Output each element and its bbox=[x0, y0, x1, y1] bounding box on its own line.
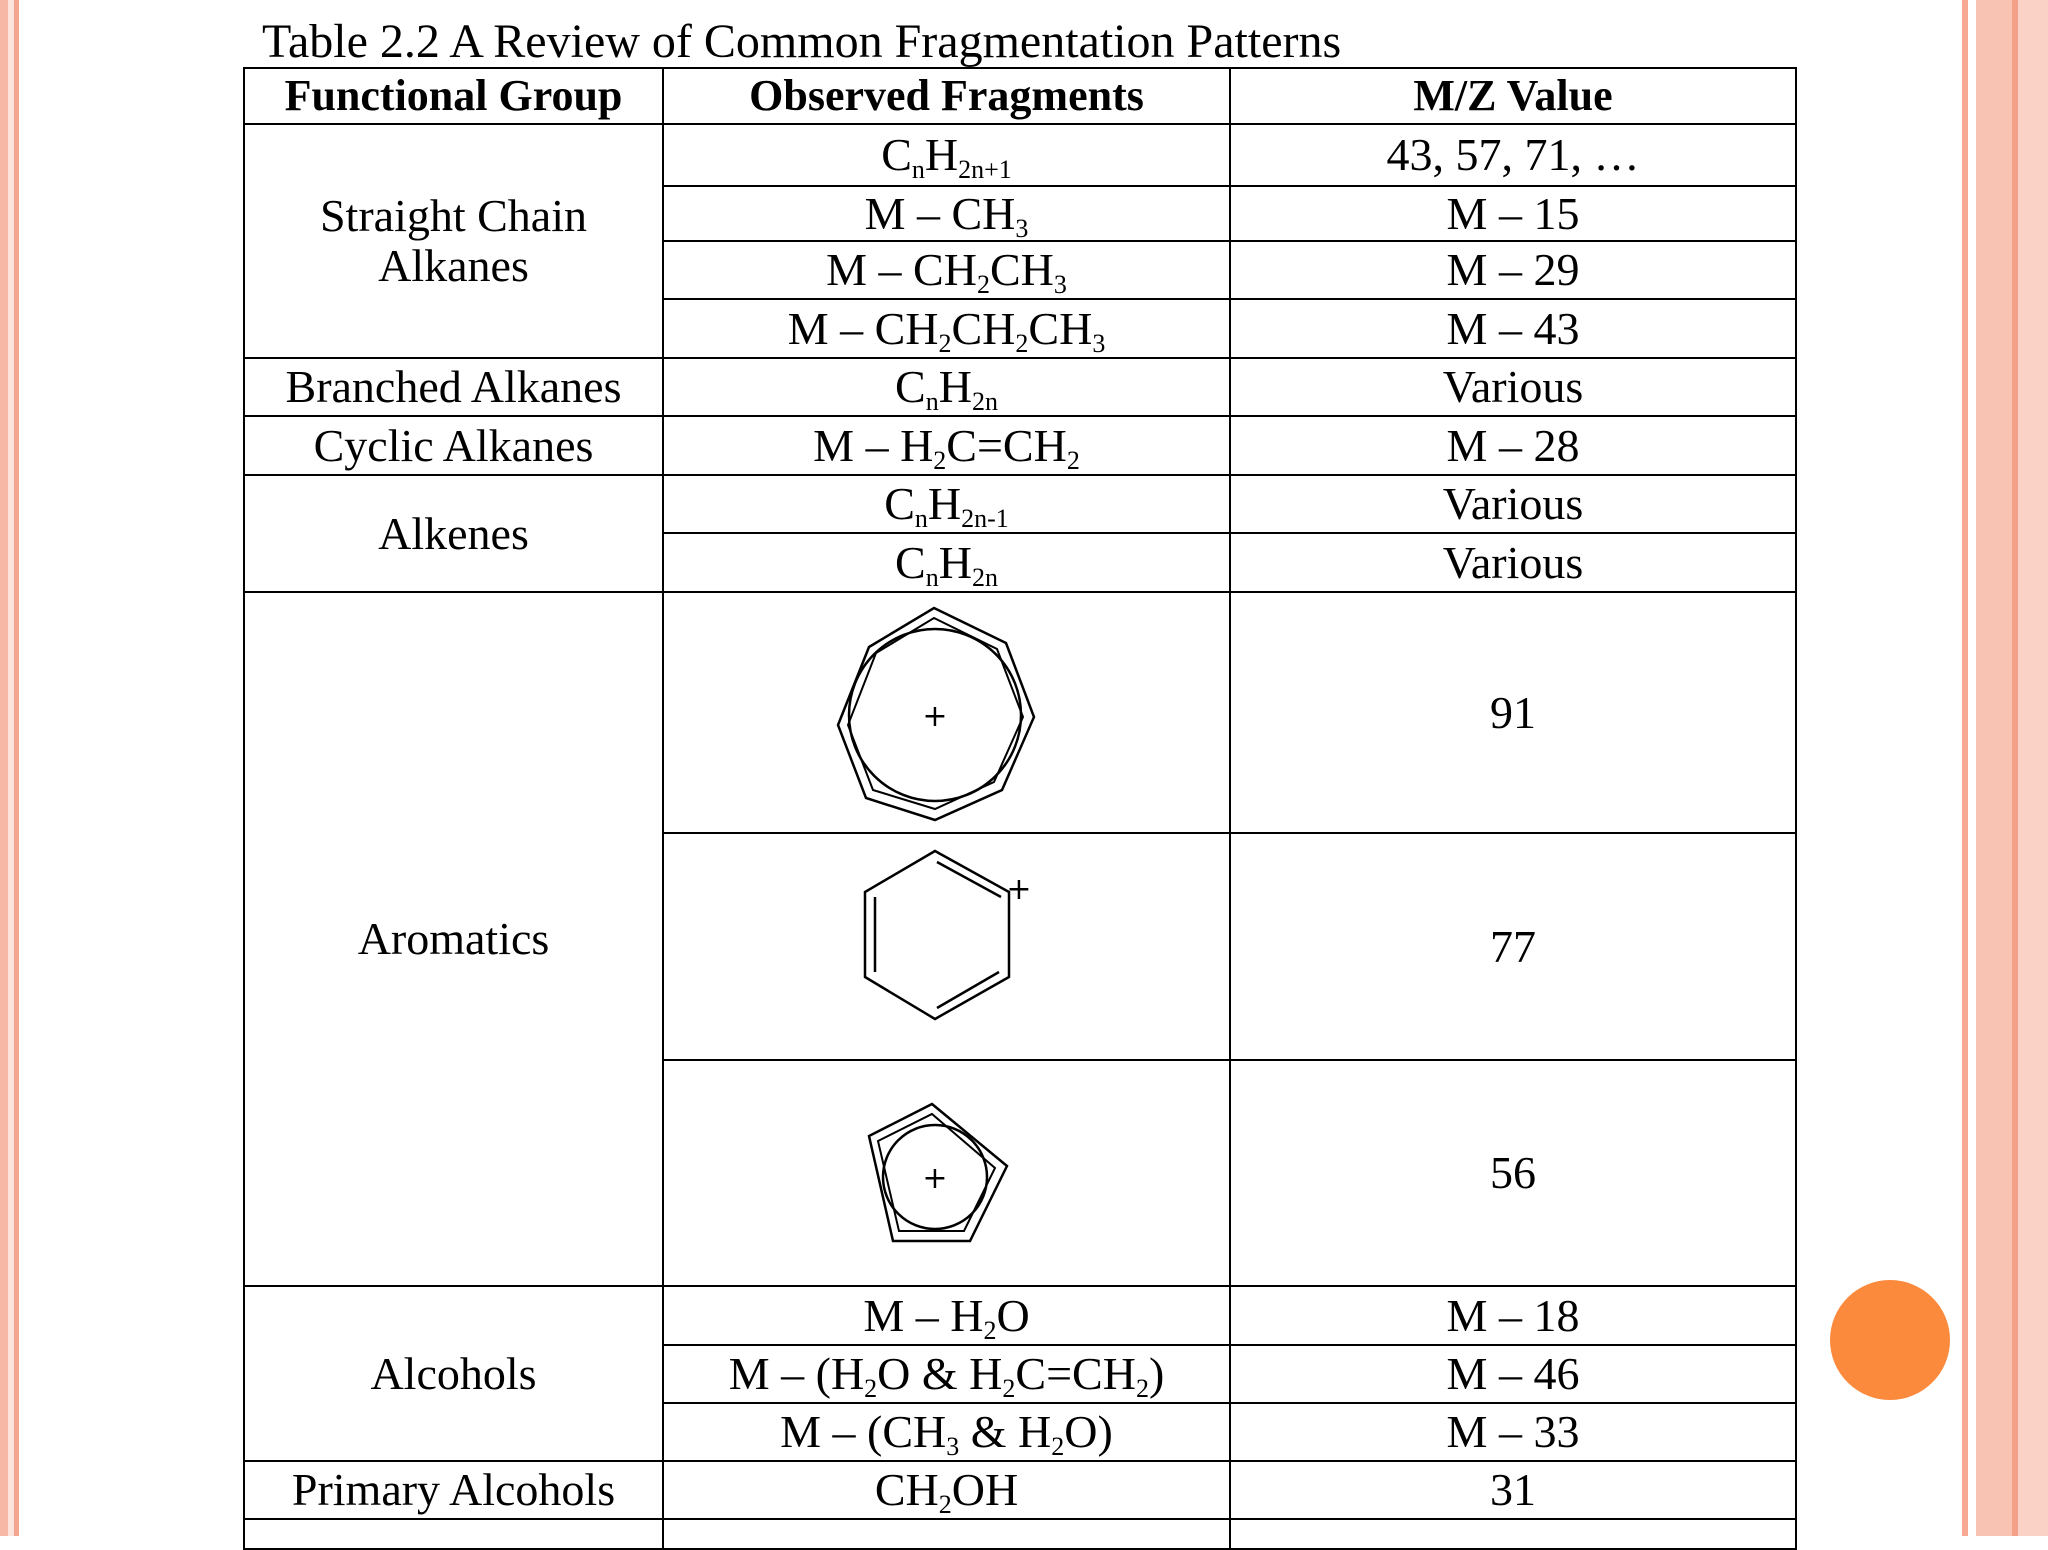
table-row bbox=[244, 416, 1796, 475]
mz-cell: M – 18 bbox=[1230, 1286, 1796, 1345]
fragment-cell: M – $CH_3$ bbox=[663, 186, 1230, 241]
mz-cell: 91 bbox=[1230, 592, 1796, 833]
fragment-cell: $C_nH_{2n+1}$ bbox=[663, 124, 1230, 186]
fragmentation-table bbox=[243, 67, 1797, 1550]
tropylium-ion-icon bbox=[827, 595, 1067, 830]
svg-text:+: + bbox=[921, 699, 948, 734]
fragment-cell: $C_nH_{2n}$ bbox=[663, 533, 1230, 592]
fragment-cell bbox=[663, 592, 1230, 833]
group-alkenes: Alkenes bbox=[244, 475, 663, 592]
mz-cell: Various bbox=[1230, 475, 1796, 533]
fragment-cell: M – $CH_2CH_2CH_3$ bbox=[663, 299, 1230, 358]
mz-cell: M – 46 bbox=[1230, 1345, 1796, 1403]
fragment-cell: M – ($H_2O$ & $H_2C=CH_2$) bbox=[663, 1345, 1230, 1403]
fragment-cell: M – ($CH_3$ & $H_2O$) bbox=[663, 1403, 1230, 1461]
orange-circle-decoration bbox=[1830, 1280, 1950, 1400]
svg-text:+: + bbox=[921, 1160, 948, 1196]
mz-cell: 56 bbox=[1230, 1060, 1796, 1286]
mz-cell: M – 43 bbox=[1230, 299, 1796, 358]
mz-cell: 31 bbox=[1230, 1461, 1796, 1519]
header-functional-group: Functional Group bbox=[244, 68, 663, 124]
table-row-cutoff bbox=[244, 1519, 1796, 1549]
slide-right-border bbox=[1956, 0, 2048, 1536]
cyclopentadienyl-cation-icon bbox=[827, 1066, 1067, 1281]
group-branched-alkanes: Branched Alkanes bbox=[244, 358, 663, 416]
group-alcohols: Alcohols bbox=[244, 1286, 663, 1461]
fragment-cell: $M - H_2C=CH_2$ bbox=[663, 416, 1230, 475]
mz-cell: M – 15 bbox=[1230, 186, 1796, 241]
table-header-row bbox=[244, 68, 1796, 124]
table-row bbox=[244, 1461, 1796, 1519]
group-label-line: Alkanes bbox=[378, 240, 529, 291]
table-caption: Table 2.2 A Review of Common Fragmentation Patterns bbox=[262, 15, 1342, 68]
group-cyclic-alkanes: Cyclic Alkanes bbox=[244, 416, 663, 475]
group-aromatics: Aromatics bbox=[244, 592, 663, 1286]
fragment-cell: $C_nH_{2n}$ bbox=[663, 358, 1230, 416]
fragment-cell: $C_nH_{2n-1}$ bbox=[663, 475, 1230, 533]
fragment-cell bbox=[663, 833, 1230, 1060]
group-primary-alcohols: Primary Alcohols bbox=[244, 1461, 663, 1519]
mz-cell: M – 28 bbox=[1230, 416, 1796, 475]
table-row bbox=[244, 592, 1796, 833]
header-observed-fragments: Observed Fragments bbox=[663, 68, 1230, 124]
table-row bbox=[244, 124, 1796, 186]
mz-cell: M – 29 bbox=[1230, 241, 1796, 299]
mz-cell: 77 bbox=[1230, 833, 1796, 1060]
table-row bbox=[244, 1286, 1796, 1345]
fragment-cell: M – $CH_2CH_3$ bbox=[663, 241, 1230, 299]
mz-cell: Various bbox=[1230, 533, 1796, 592]
fragment-cell bbox=[663, 1060, 1230, 1286]
mz-cell: 43, 57, 71, … bbox=[1230, 124, 1796, 186]
svg-text:+: + bbox=[1005, 871, 1032, 907]
slide-left-border bbox=[0, 0, 24, 1536]
table-row bbox=[244, 475, 1796, 533]
mz-cell: Various bbox=[1230, 358, 1796, 416]
group-straight-chain-alkanes bbox=[244, 124, 663, 358]
group-label-line: Straight Chain bbox=[319, 190, 588, 241]
fragment-cell: M – $H_2O$ bbox=[663, 1286, 1230, 1345]
mz-cell: M – 33 bbox=[1230, 1403, 1796, 1461]
phenyl-cation-icon bbox=[827, 837, 1067, 1057]
table-row bbox=[244, 358, 1796, 416]
fragment-cell: $CH_2OH$ bbox=[663, 1461, 1230, 1519]
header-mz-value: M/Z Value bbox=[1230, 68, 1796, 124]
